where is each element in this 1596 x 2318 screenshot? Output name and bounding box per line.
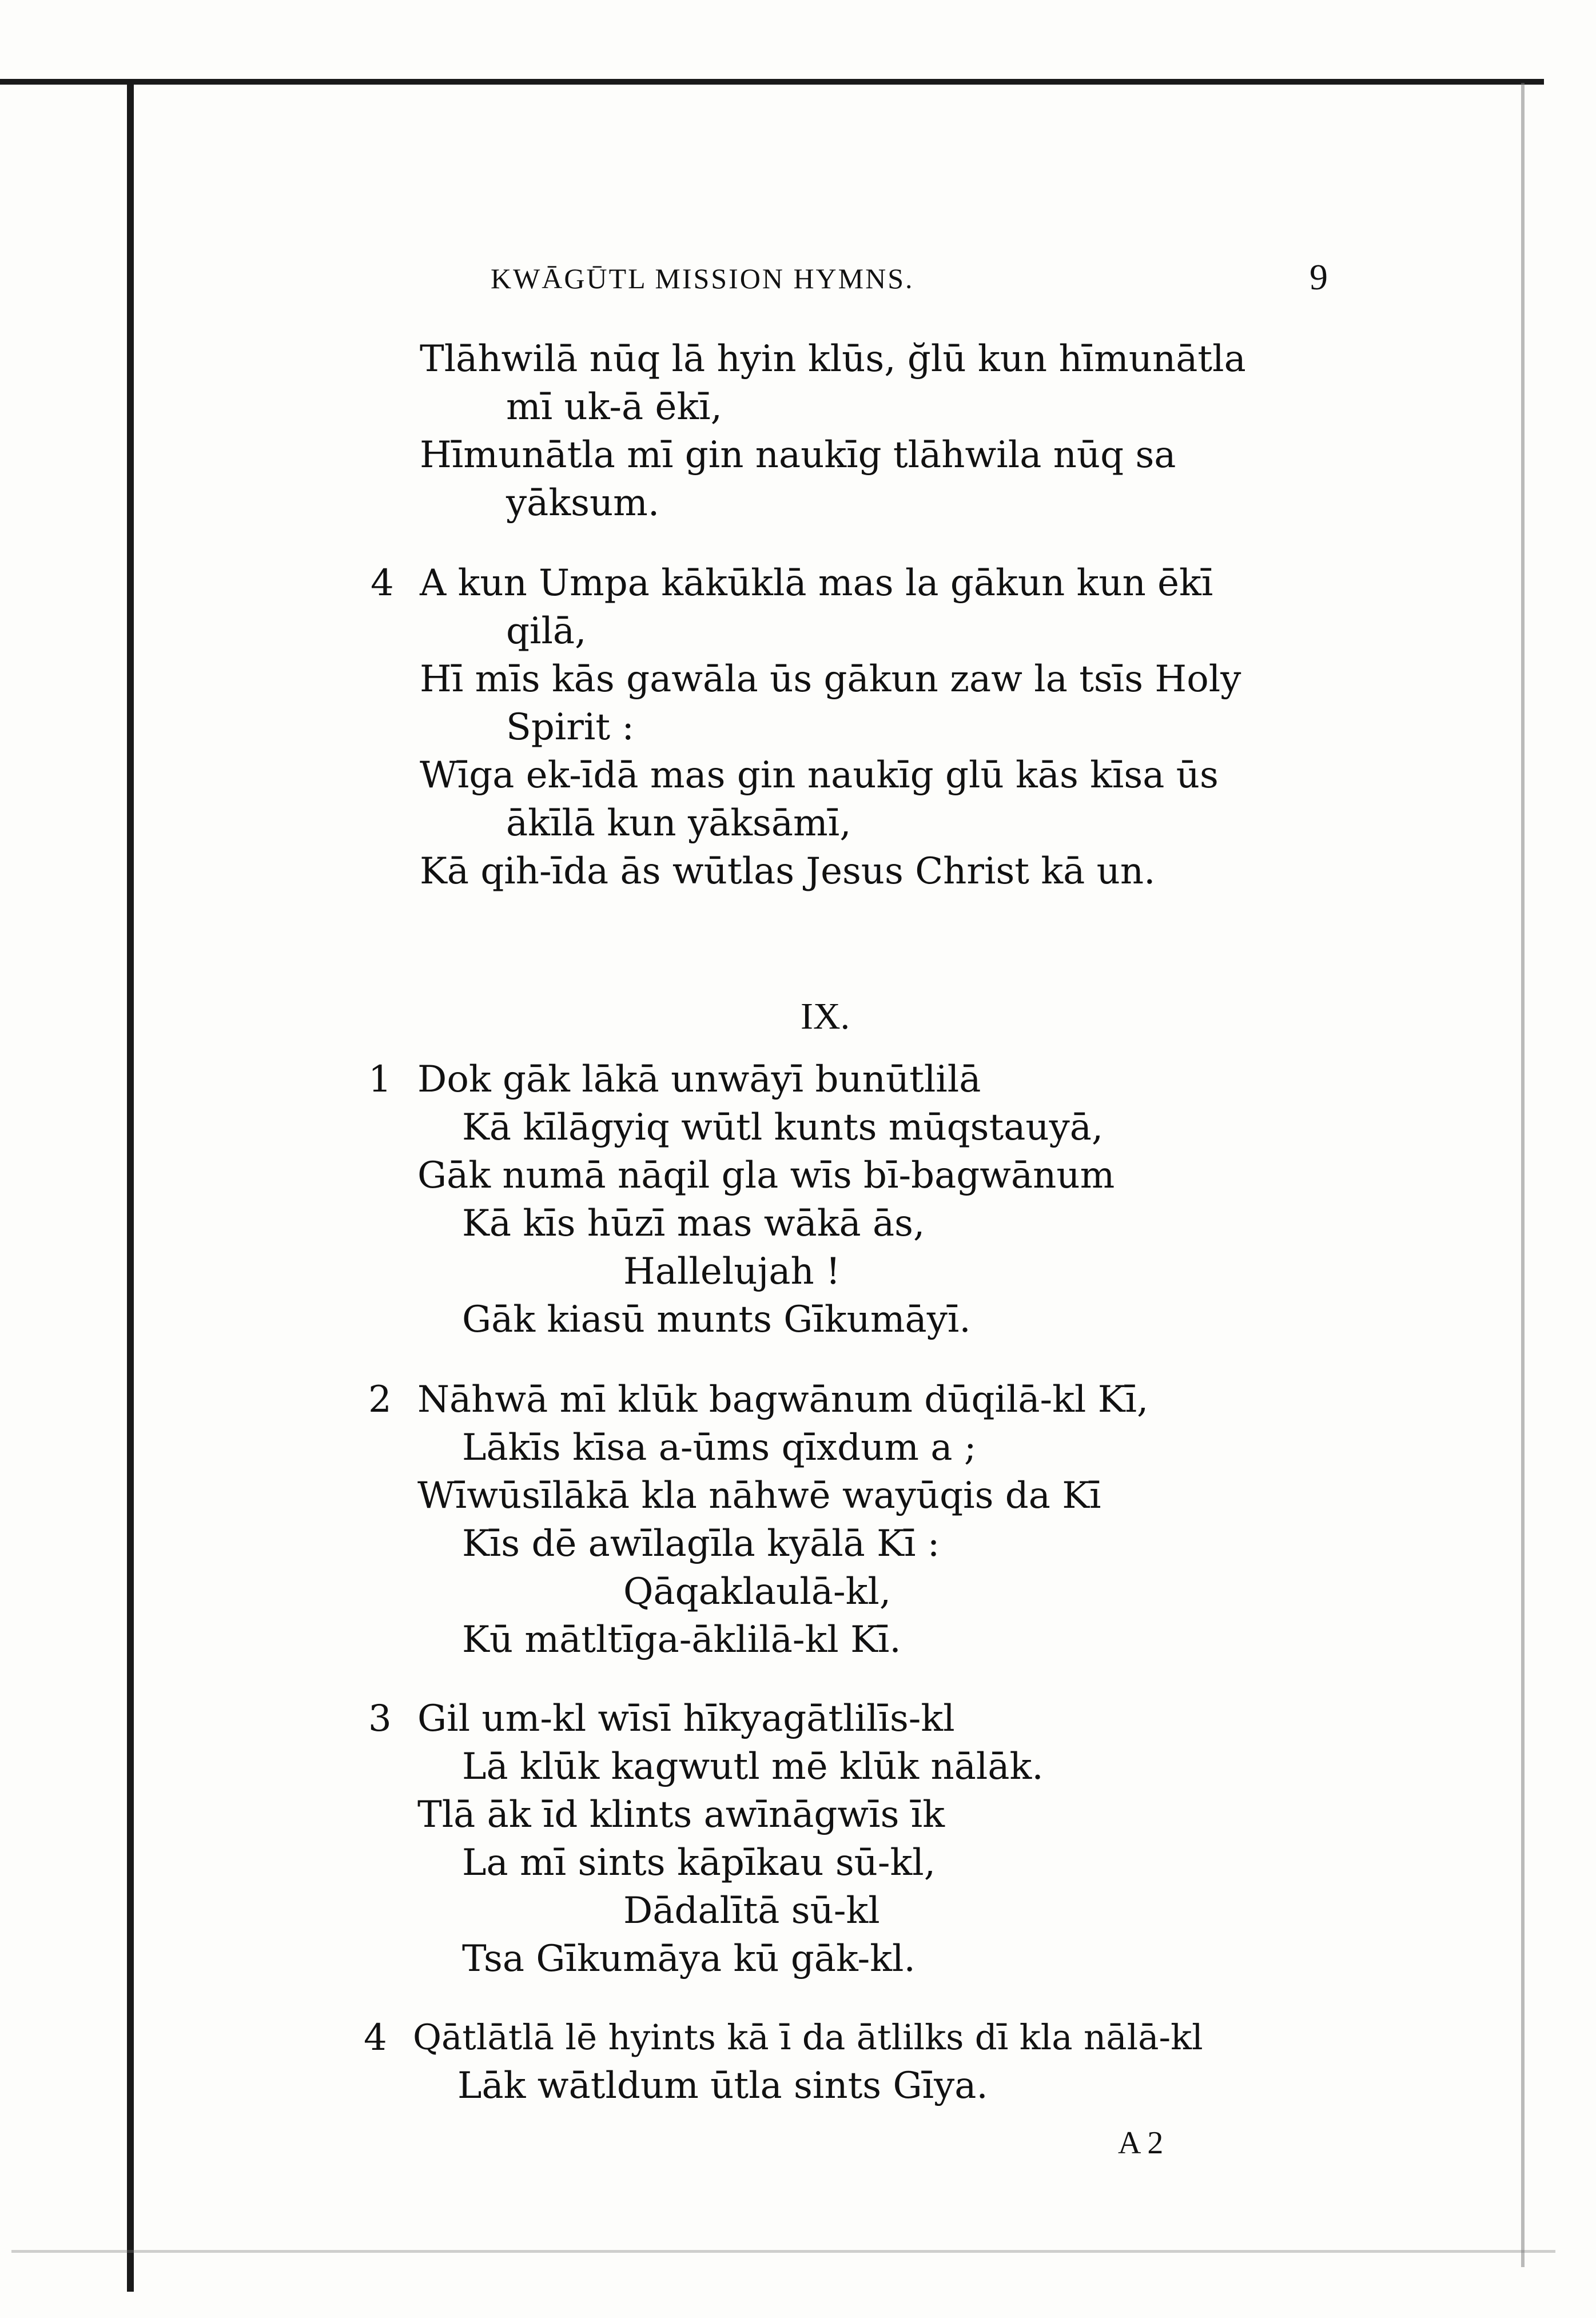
verse-line: Tlā āk īd klints awīnāgwīs īk (417, 1794, 945, 1836)
verse-line: mī uk-ā ēkī, (506, 386, 722, 428)
stanza-number: 4 (371, 562, 394, 604)
verse-line: Lāk wātldum ūtla sints Gīya. (457, 2065, 988, 2107)
verse-line: Hīmunātla mī gin naukīg tlāhwila nūq sa (420, 434, 1176, 476)
verse-line: qilā, (506, 610, 587, 652)
page-number: 9 (1310, 257, 1328, 297)
verse-line: ākīlā kun yāksāmī, (506, 802, 851, 845)
verse-number: 3 (368, 1698, 392, 1740)
verse-line: Spirit : (506, 706, 634, 748)
verse-number: 1 (368, 1058, 392, 1101)
page-frame-right-edge (1521, 83, 1525, 2267)
verse-line: Qātlātlā lē hyints kā ī da ātlilks dī kla nālā-kl (413, 2017, 1203, 2058)
verse-line: Kīs dē awīlagīla kyālā Kī : (462, 1523, 940, 1565)
verse-line: Tlāhwilā nūq lā hyin klūs, ğlū kun hīmunātla (420, 338, 1246, 380)
verse-line: Gāk numā nāqil gla wīs bī-bagwānum (417, 1154, 1115, 1197)
verse-number: 4 (364, 2017, 387, 2059)
verse-line: Nāhwā mī klūk bagwānum dūqilā-kl Kī, (417, 1379, 1149, 1421)
verse-number: 2 (368, 1379, 392, 1421)
verse-line: Tsa Gīkumāya kū gāk-kl. (462, 1938, 916, 1980)
page-frame-top-rule (0, 79, 1544, 85)
verse-line: Lā klūk kagwutl mē klūk nālāk. (462, 1746, 1044, 1788)
verse-line: Gil um-kl wīsī hīkyagātlilīs-kl (417, 1698, 955, 1740)
page-frame-bottom-edge (11, 2250, 1555, 2253)
verse-line: Kā qih-īda ās wūtlas Jesus Christ kā un. (420, 850, 1156, 893)
verse-line: Kā kīs hūzī mas wākā ās, (462, 1202, 925, 1245)
verse-line: Dādalītā sū-kl (623, 1890, 880, 1932)
verse-line: Kū mātltīga-āklilā-kl Kī. (462, 1619, 901, 1661)
verse-line: Lākīs kīsa a-ūms qīxdum a ; (462, 1427, 977, 1469)
hymn-numeral: IX. (801, 995, 850, 1037)
verse-line: Gāk kiasū munts Gīkumāyī. (462, 1299, 971, 1341)
verse-line: Wīwūsīlākā kla nāhwē wayūqis da Kī (417, 1475, 1101, 1517)
verse-line: Hallelujah ! (623, 1250, 841, 1293)
verse-line: yāksum. (506, 482, 660, 524)
verse-line: La mī sints kāpīkau sū-kl, (462, 1842, 936, 1884)
running-title: KWĀGŪTL MISSION HYMNS. (491, 262, 914, 294)
verse-line: Dok gāk lākā unwāyī bunūtlilā (417, 1058, 981, 1101)
page-frame-left-rule (127, 79, 134, 2292)
verse-line: Qāqaklaulā-kl, (623, 1571, 891, 1613)
verse-line: Hī mīs kās gawāla ūs gākun zaw la tsīs Holy (420, 658, 1241, 700)
verse-line: Wīga ek-īdā mas gin naukīg glū kās kīsa ūs (420, 754, 1219, 796)
verse-line: Kā kīlāgyiq wūtl kunts mūqstauyā, (462, 1106, 1104, 1149)
verse-line: A kun Umpa kākūklā mas la gākun kun ēkī (420, 562, 1213, 604)
signature-mark: A 2 (1118, 2125, 1164, 2161)
